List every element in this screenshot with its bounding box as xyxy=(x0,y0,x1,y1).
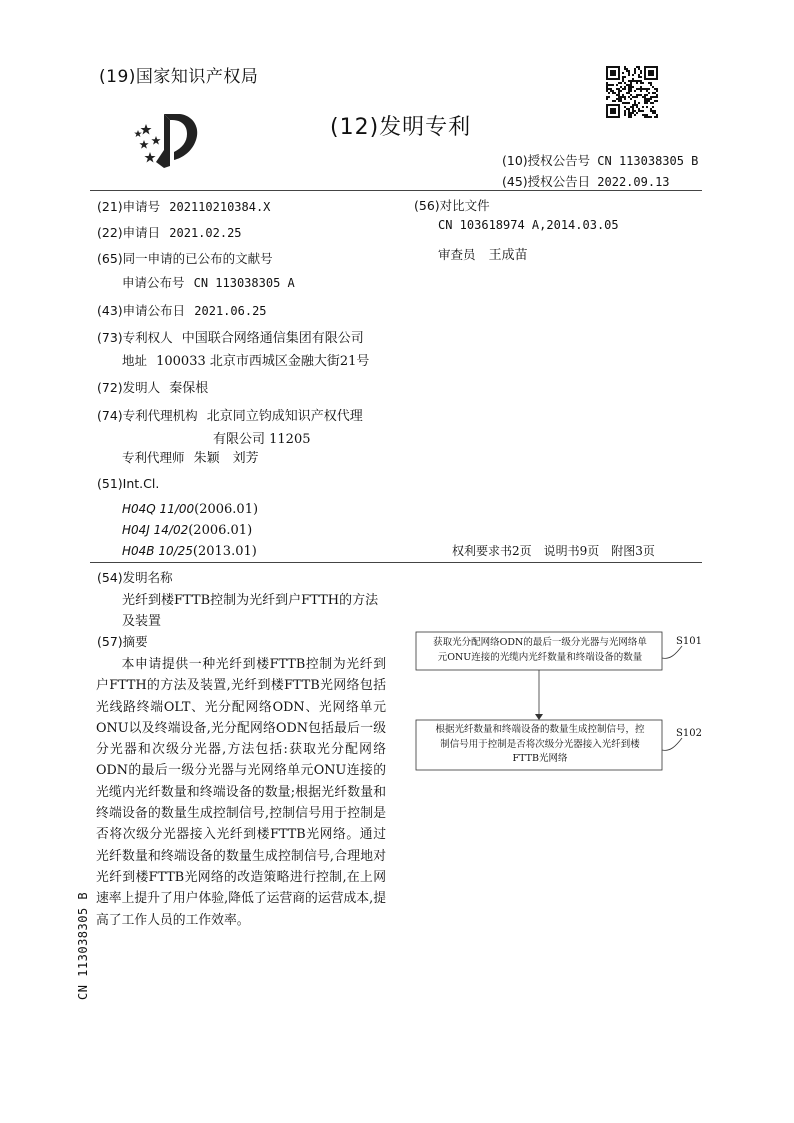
flowchart xyxy=(414,628,704,778)
app-no: 202110210384.X xyxy=(169,200,271,214)
reference-1: CN 103618974 A,2014.03.05 xyxy=(438,218,619,232)
grant-pub-no-label: (10)授权公告号 xyxy=(502,153,591,168)
examiner: 王成苗 xyxy=(488,248,528,263)
box2-line2: 制信号用于控制是否将次级分光器接入光纤到楼 xyxy=(440,738,640,750)
intcl-code: H04J 14/02 xyxy=(122,523,189,537)
app-no-label: (21)申请号 xyxy=(97,199,161,214)
page-counts: 权利要求书2页 说明书9页 附图3页 xyxy=(452,544,655,558)
agent-label: 专利代理师 xyxy=(122,450,185,465)
pub-no-label: 申请公布号 xyxy=(122,275,185,290)
pub-date-label: (43)申请公布日 xyxy=(97,303,186,318)
box1-line1: 获取光分配网络ODN的最后一级分光器与光网络单 xyxy=(433,637,647,648)
header-divider xyxy=(90,190,702,191)
agency-row xyxy=(97,405,363,424)
intcl-code: H04Q 11/00 xyxy=(122,502,195,516)
app-no-row xyxy=(97,196,270,215)
intcl-item xyxy=(122,519,252,538)
agency-line1: 北京同立钧成知识产权代理 xyxy=(206,409,363,424)
pub-no: CN 113038305 A xyxy=(193,276,295,290)
title-label: (54)发明名称 xyxy=(97,570,173,585)
step-label-1: S101 xyxy=(676,636,702,647)
office-name: (19)国家知识产权局 xyxy=(99,67,259,87)
step-leader-2 xyxy=(662,738,682,750)
box1-line2: 元ONU连接的光缆内光纤数量和终端设备的数量 xyxy=(437,652,643,663)
inventor: 秦保根 xyxy=(169,381,209,396)
intcl-year: (2006.01) xyxy=(188,523,253,538)
side-patent-number: CN 113038305 B xyxy=(76,891,90,1000)
examiner-label: 审查员 xyxy=(438,247,476,262)
pub-date-row xyxy=(97,300,267,319)
abstract-label: (57)摘要 xyxy=(97,634,148,649)
refs-label: (56)对比文件 xyxy=(414,198,490,213)
biblio-divider xyxy=(90,562,702,563)
grant-date-row xyxy=(502,171,670,190)
address: 100033 北京市西城区金融大街21号 xyxy=(156,354,370,369)
inventor-label: (72)发明人 xyxy=(97,380,161,395)
intcl-label: (51)Int.Cl. xyxy=(97,476,160,491)
grant-pub-no-row xyxy=(502,150,698,169)
inventor-row xyxy=(97,377,208,396)
cnipa-logo-icon xyxy=(134,110,208,170)
agency-label: (74)专利代理机构 xyxy=(97,408,198,423)
patentee-label: (73)专利权人 xyxy=(97,330,173,345)
box2-line3: FTTB光网络 xyxy=(512,753,568,764)
document-kind: (12)发明专利 xyxy=(330,115,472,140)
intcl-year: (2006.01) xyxy=(194,502,259,517)
flowchart-box-1-text xyxy=(420,635,660,665)
pub-no-row xyxy=(122,272,295,291)
grant-pub-no: CN 113038305 B xyxy=(597,154,699,168)
app-date: 2021.02.25 xyxy=(169,226,242,240)
flowchart-arrow-head xyxy=(535,714,543,720)
qr-code xyxy=(606,66,658,118)
invention-title-line1: 光纤到楼FTTB控制为光纤到户FTTH的方法 xyxy=(122,593,379,608)
intcl-year: (2013.01) xyxy=(192,544,257,559)
app-date-row xyxy=(97,222,242,241)
examiner-row xyxy=(438,244,528,263)
step-label-2: S102 xyxy=(676,728,702,739)
invention-title-line2: 及装置 xyxy=(122,614,162,629)
intcl-item xyxy=(122,540,257,559)
prior-pub-label: (65)同一申请的已公布的文献号 xyxy=(97,251,273,266)
flowchart-box-2-text xyxy=(420,723,660,767)
intcl-code: H04B 10/25 xyxy=(122,544,193,558)
pub-date: 2021.06.25 xyxy=(194,304,267,318)
intcl-item xyxy=(122,498,258,517)
grant-date-label: (45)授权公告日 xyxy=(502,174,591,189)
app-date-label: (22)申请日 xyxy=(97,225,161,240)
address-row xyxy=(122,350,369,369)
abstract-text: 本申请提供一种光纤到楼FTTB控制为光纤到户FTTH的方法及装置,光纤到楼FTTB光网络包括光线路终端OLT、光分配网络ODN、光网络单元ONU以及终端设备,光分配网络ODN包括最后一级分光器和次级分光器,方法包括:获取光分配网络ODN的最后一级分光器与光网络单元ONU连接的光缆内光纤数量和终端设备的数量;根据光纤数量和终端设备的数量生成控制信号,控制信号用于控制是否将次级分光器接入光纤到楼FTTB光网络。通过光纤数量和终端设备的数量生成控制信号,合理地对光纤到楼FTTB光网络的改造策略进行控制,在上网速率上提升了用户体验,降低了运营商的运营成本,提高了工作人员的工作效率。 xyxy=(96,657,386,928)
agent-row xyxy=(122,447,259,466)
patentee: 中国联合网络通信集团有限公司 xyxy=(181,331,364,346)
step-leader-1 xyxy=(662,646,682,658)
patentee-row xyxy=(97,327,364,346)
address-label: 地址 xyxy=(122,353,148,368)
box2-line1: 根据光纤数量和终端设备的数量生成控制信号，控 xyxy=(435,724,645,735)
agency-line2: 有限公司 11205 xyxy=(213,432,311,447)
agent: 朱颖 刘芳 xyxy=(193,451,259,466)
grant-date: 2022.09.13 xyxy=(597,175,670,189)
